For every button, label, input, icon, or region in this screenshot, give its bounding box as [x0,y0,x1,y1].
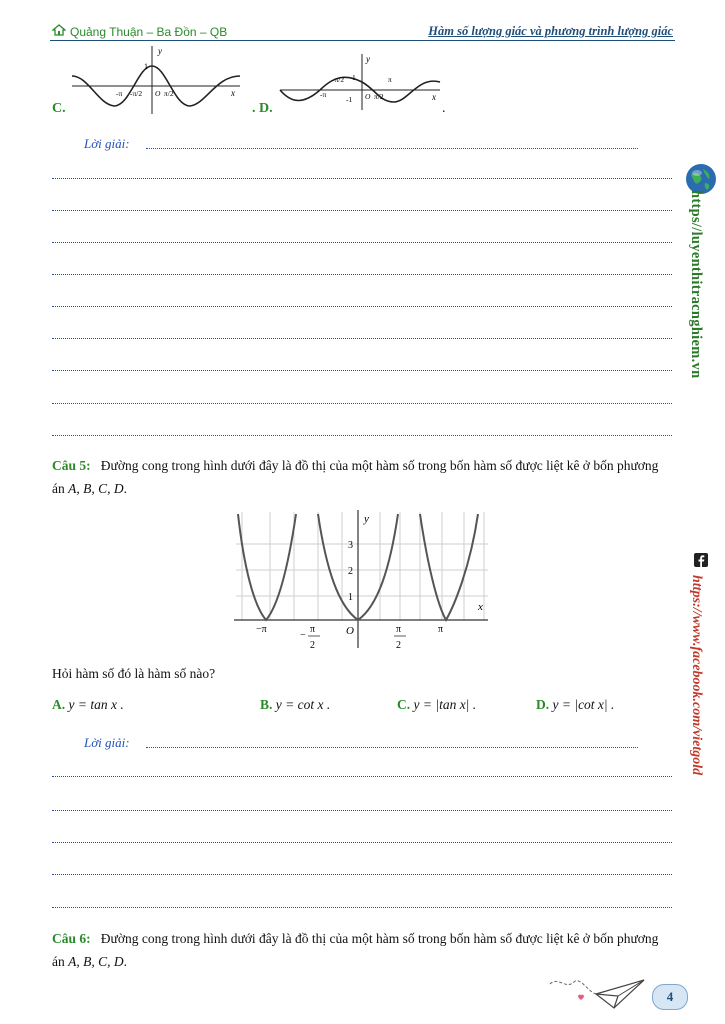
graph-c-y: y [158,46,162,56]
graph-q5-pi: π [438,624,444,635]
graph-question-5 [232,508,492,652]
graph-q5-o: O [346,625,354,637]
graph-q5-tick-3: 3 [348,540,353,551]
graph-d-pi2: π/2 [374,92,384,101]
answer-line [52,306,672,307]
question-5 [52,454,673,500]
answer-line [52,874,672,875]
option-c-label: C. [52,101,66,116]
question-6-end: . [123,954,127,969]
graph-option-d [276,52,444,110]
option-d-end-mark: . [442,101,446,116]
answer-line [52,776,672,777]
question-5-options-ref: A, B, C, D [68,481,124,496]
question-5-number: Câu 5: [52,458,91,473]
graph-d-neg-pi: -π [320,90,327,99]
header-left [52,24,227,39]
question-6-options-ref: A, B, C, D [68,954,124,969]
graph-q5-pi2-den: 2 [396,640,401,651]
header-rule [50,40,675,41]
graph-q5-neg-pi: −π [256,624,267,635]
graph-c-pi2: π/2 [164,89,174,98]
graph-d-neg-one: -1 [346,95,353,104]
answer-c-expr: y = |tan x| . [413,697,477,712]
graph-q5-y: y [364,513,369,525]
question-6 [52,927,673,973]
question-5-end: . [123,481,127,496]
answer-line [52,403,672,404]
graph-d-y: y [366,54,370,64]
graph-q5-x: x [478,601,483,613]
graph-d-pi: π [388,75,392,84]
answer-d [536,697,614,713]
graph-q5-tick-2: 2 [348,566,353,577]
graph-c-o: O [155,89,161,98]
question-6-number: Câu 6: [52,931,91,946]
answer-line [52,435,672,436]
graph-q5-tick-1: 1 [348,592,353,603]
option-d-label: . D. [252,101,273,116]
side-facebook-link[interactable]: https://www.facebook.com/vietgold [689,575,704,776]
answer-line [52,210,672,211]
side-website-link[interactable]: https//luyenthitracnghiem.vn [688,190,704,379]
answer-a-expr: y = tan x . [68,697,124,712]
page-number: 4 [652,984,688,1010]
graph-d-neg-pi2: -π/2 [332,75,345,84]
graph-d-x: x [432,92,436,102]
question-5-prompt: Hỏi hàm số đó là hàm số nào? [52,666,216,681]
answer-line [52,242,672,243]
answer-line [52,274,672,275]
graph-q5-neg-pi2-num: π [310,624,316,635]
graph-q5-minus: − [300,630,306,641]
solution-label-1: Lời giải: [84,136,130,151]
graph-q5-pi2-num: π [396,624,402,635]
solution-dots-1-first [146,148,638,149]
header-left-text: Quảng Thuận – Ba Đồn – QB [70,24,228,39]
answer-c [397,697,476,713]
question-6-text: Đường cong trong hình dưới đây là đồ thị của một hàm số trong bốn hàm số được liệt kê ở bốn phương án [52,931,659,969]
answer-line [52,178,672,179]
answer-line [52,907,672,908]
graph-c-neg-pi: -π [116,89,123,98]
house-icon [52,24,66,39]
header-title: Hàm số lượng giác và phương trình lượng giác [428,24,673,38]
solution-label-2: Lời giải: [84,735,130,750]
answer-b-expr: y = cot x . [275,697,331,712]
answer-c-label: C. [397,697,411,712]
graph-q5-neg-pi2-den: 2 [310,640,315,651]
graph-c-x: x [231,88,235,98]
answer-b [260,697,330,713]
graph-c-one: 1 [144,62,148,71]
question-5-text: Đường cong trong hình dưới đây là đồ thị của một hàm số trong bốn hàm số được liệt kê ở bốn phương án [52,458,659,496]
answer-line [52,810,672,811]
facebook-icon [694,553,708,567]
graph-d-one: 1 [352,73,356,82]
answer-d-expr: y = |cot x| . [552,697,615,712]
answer-line [52,338,672,339]
answer-a [52,697,124,713]
answer-b-label: B. [260,697,273,712]
graph-option-c [68,44,246,116]
answer-d-label: D. [536,697,550,712]
answer-line [52,370,672,371]
answer-line [52,842,672,843]
solution-dots-2-first [146,747,638,748]
paper-plane-icon [548,972,648,1016]
answer-a-label: A. [52,697,66,712]
graph-d-o: O [365,92,371,101]
graph-c-neg-pi2: -π/2 [130,89,143,98]
